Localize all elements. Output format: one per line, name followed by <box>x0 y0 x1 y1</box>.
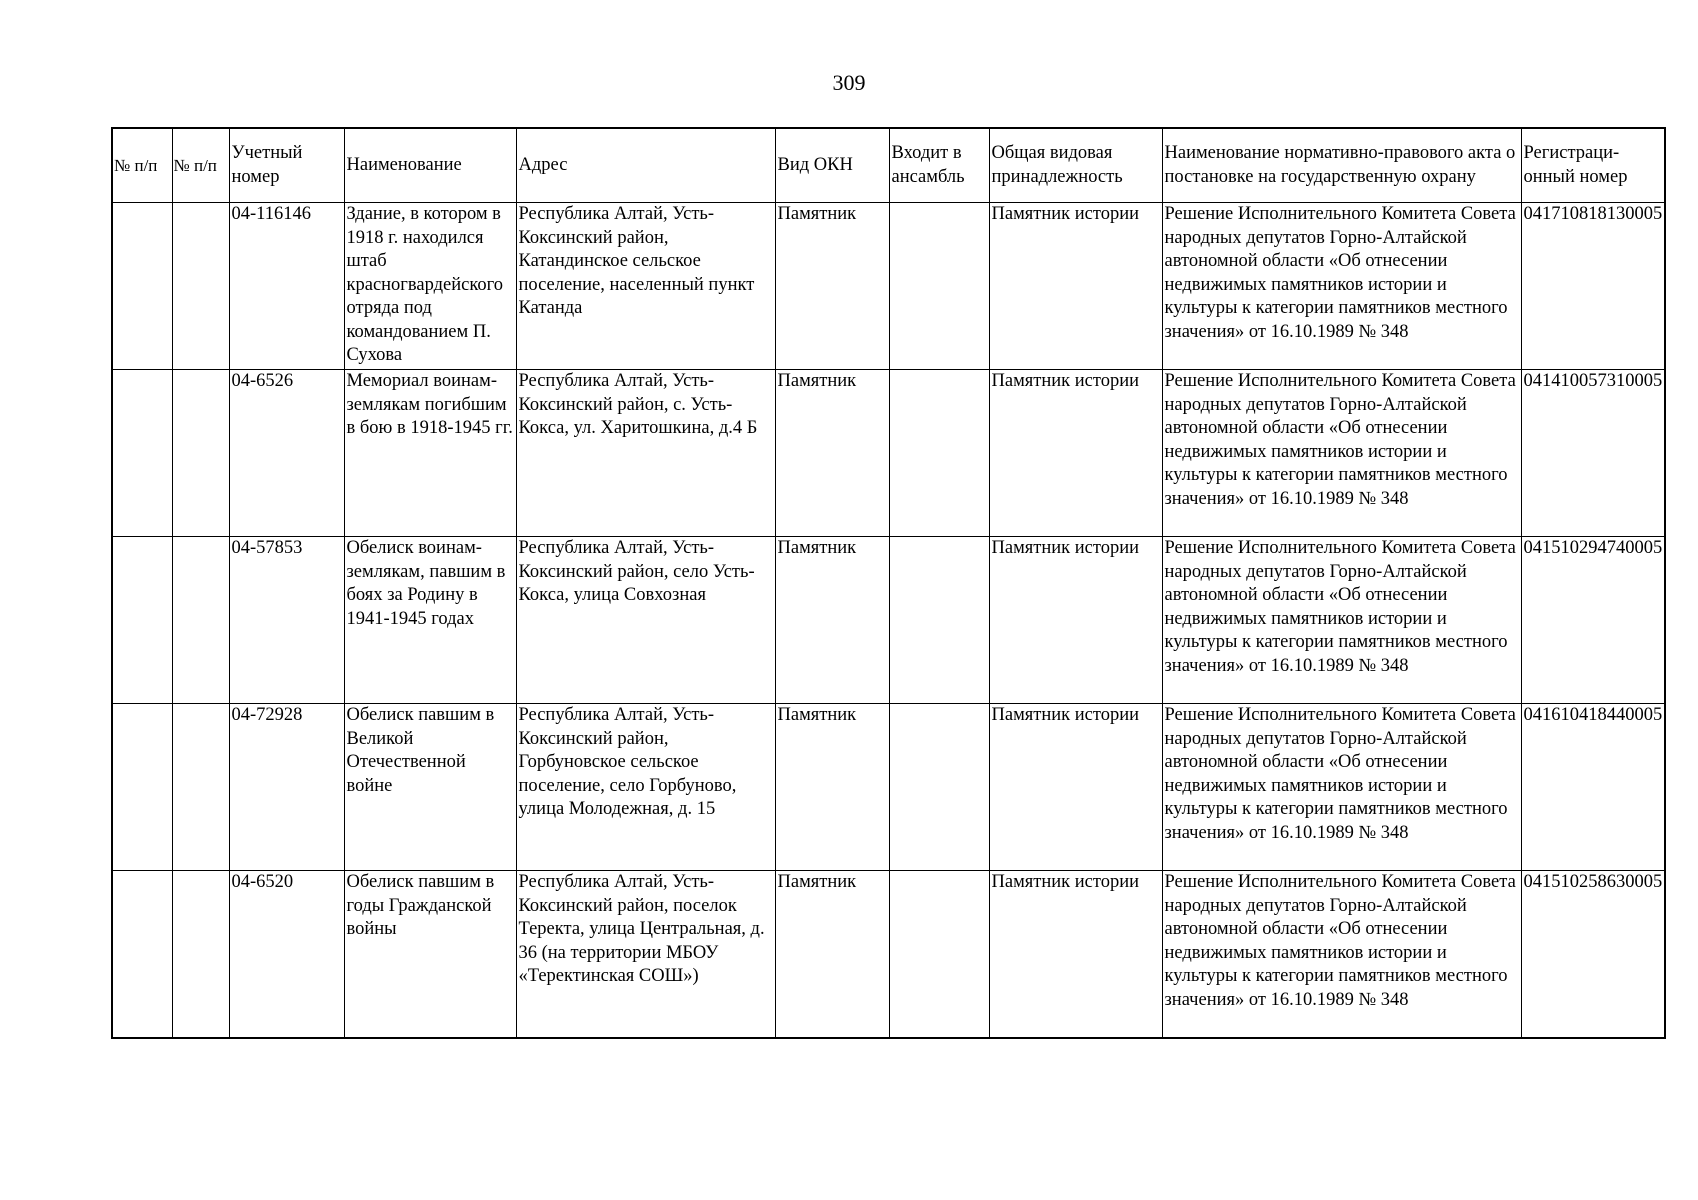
cell-num1 <box>112 704 172 871</box>
cell-account-number: 04-116146 <box>229 203 344 370</box>
cell-name: Обелиск воинам-землякам, павшим в боях за Родину в 1941-1945 годах <box>344 537 516 704</box>
cell-num2 <box>172 871 229 1039</box>
cell-num1 <box>112 537 172 704</box>
cell-ensemble <box>889 370 989 537</box>
cell-category: Памятник истории <box>989 370 1162 537</box>
cell-okn-type: Памятник <box>775 370 889 537</box>
cell-name: Обелиск павшим в годы Гражданской войны <box>344 871 516 1039</box>
cell-act: Решение Исполнительного Комитета Совета народных депутатов Горно-Алтайской автономной области «Об отнесении недвижимых памятников истории и культуры к категории памятников местного значения» от 16.10.1989 № 348 <box>1162 370 1521 537</box>
cell-num2 <box>172 537 229 704</box>
cell-okn-type: Памятник <box>775 704 889 871</box>
cell-act: Решение Исполнительного Комитета Совета народных депутатов Горно-Алтайской автономной области «Об отнесении недвижимых памятников истории и культуры к категории памятников местного значения» от 16.10.1989 № 348 <box>1162 537 1521 704</box>
cell-account-number: 04-6520 <box>229 871 344 1039</box>
header-act: Наименование нормативно-правового акта о постановке на государственную охрану <box>1162 128 1521 203</box>
cell-name: Обелиск павшим в Великой Отечественной войне <box>344 704 516 871</box>
cell-name: Здание, в котором в 1918 г. находился штаб красногвардейского отряда под командованием П. Сухова <box>344 203 516 370</box>
cell-category: Памятник истории <box>989 203 1162 370</box>
cell-num1 <box>112 203 172 370</box>
header-address: Адрес <box>516 128 775 203</box>
monuments-table <box>111 127 1666 1039</box>
cell-reg-number: 041510294740005 <box>1521 537 1665 704</box>
table-header-row <box>112 128 1665 203</box>
cell-num2 <box>172 370 229 537</box>
cell-okn-type: Памятник <box>775 203 889 370</box>
cell-address: Республика Алтай, Усть-Коксинский район, поселок Теректа, улица Центральная, д. 36 (на территории МБОУ «Теректинская СОШ») <box>516 871 775 1039</box>
table-row <box>112 704 1665 871</box>
cell-account-number: 04-72928 <box>229 704 344 871</box>
cell-category: Памятник истории <box>989 537 1162 704</box>
table-row <box>112 537 1665 704</box>
cell-account-number: 04-57853 <box>229 537 344 704</box>
page-number: 309 <box>832 70 866 95</box>
cell-reg-number: 041410057310005 <box>1521 370 1665 537</box>
header-category: Общая видовая принадлежность <box>989 128 1162 203</box>
cell-ensemble <box>889 537 989 704</box>
cell-act: Решение Исполнительного Комитета Совета народных депутатов Горно-Алтайской автономной области «Об отнесении недвижимых памятников истории и культуры к категории памятников местного значения» от 16.10.1989 № 348 <box>1162 871 1521 1039</box>
header-ensemble: Входит в ансамбль <box>889 128 989 203</box>
header-name: Наименование <box>344 128 516 203</box>
table-row <box>112 203 1665 370</box>
header-okn-type: Вид ОКН <box>775 128 889 203</box>
cell-address: Республика Алтай, Усть-Коксинский район, Горбуновское сельское поселение, село Горбуново, улица Молодежная, д. 15 <box>516 704 775 871</box>
cell-act: Решение Исполнительного Комитета Совета народных депутатов Горно-Алтайской автономной области «Об отнесении недвижимых памятников истории и культуры к категории памятников местного значения» от 16.10.1989 № 348 <box>1162 203 1521 370</box>
cell-address: Республика Алтай, Усть-Коксинский район, село Усть-Кокса, улица Совхозная <box>516 537 775 704</box>
cell-num1 <box>112 871 172 1039</box>
cell-reg-number: 041610418440005 <box>1521 704 1665 871</box>
cell-category: Памятник истории <box>989 704 1162 871</box>
cell-ensemble <box>889 203 989 370</box>
header-reg-number: Регистраци-онный номер <box>1521 128 1665 203</box>
cell-okn-type: Памятник <box>775 871 889 1039</box>
cell-ensemble <box>889 871 989 1039</box>
cell-okn-type: Памятник <box>775 537 889 704</box>
cell-name: Мемориал воинам-землякам погибшим в бою в 1918-1945 гг. <box>344 370 516 537</box>
cell-address: Республика Алтай, Усть-Коксинский район, с. Усть-Кокса, ул. Харитошкина, д.4 Б <box>516 370 775 537</box>
header-account-number: Учетный номер <box>229 128 344 203</box>
table-row <box>112 871 1665 1039</box>
cell-num2 <box>172 203 229 370</box>
table-row <box>112 370 1665 537</box>
cell-address: Республика Алтай, Усть-Коксинский район, Катандинское сельское поселение, населенный пункт Катанда <box>516 203 775 370</box>
cell-account-number: 04-6526 <box>229 370 344 537</box>
header-num1: № п/п <box>112 128 172 203</box>
cell-num1 <box>112 370 172 537</box>
cell-reg-number: 041710818130005 <box>1521 203 1665 370</box>
cell-category: Памятник истории <box>989 871 1162 1039</box>
cell-ensemble <box>889 704 989 871</box>
header-num2: № п/п <box>172 128 229 203</box>
cell-reg-number: 041510258630005 <box>1521 871 1665 1039</box>
cell-act: Решение Исполнительного Комитета Совета народных депутатов Горно-Алтайской автономной области «Об отнесении недвижимых памятников истории и культуры к категории памятников местного значения» от 16.10.1989 № 348 <box>1162 704 1521 871</box>
cell-num2 <box>172 704 229 871</box>
